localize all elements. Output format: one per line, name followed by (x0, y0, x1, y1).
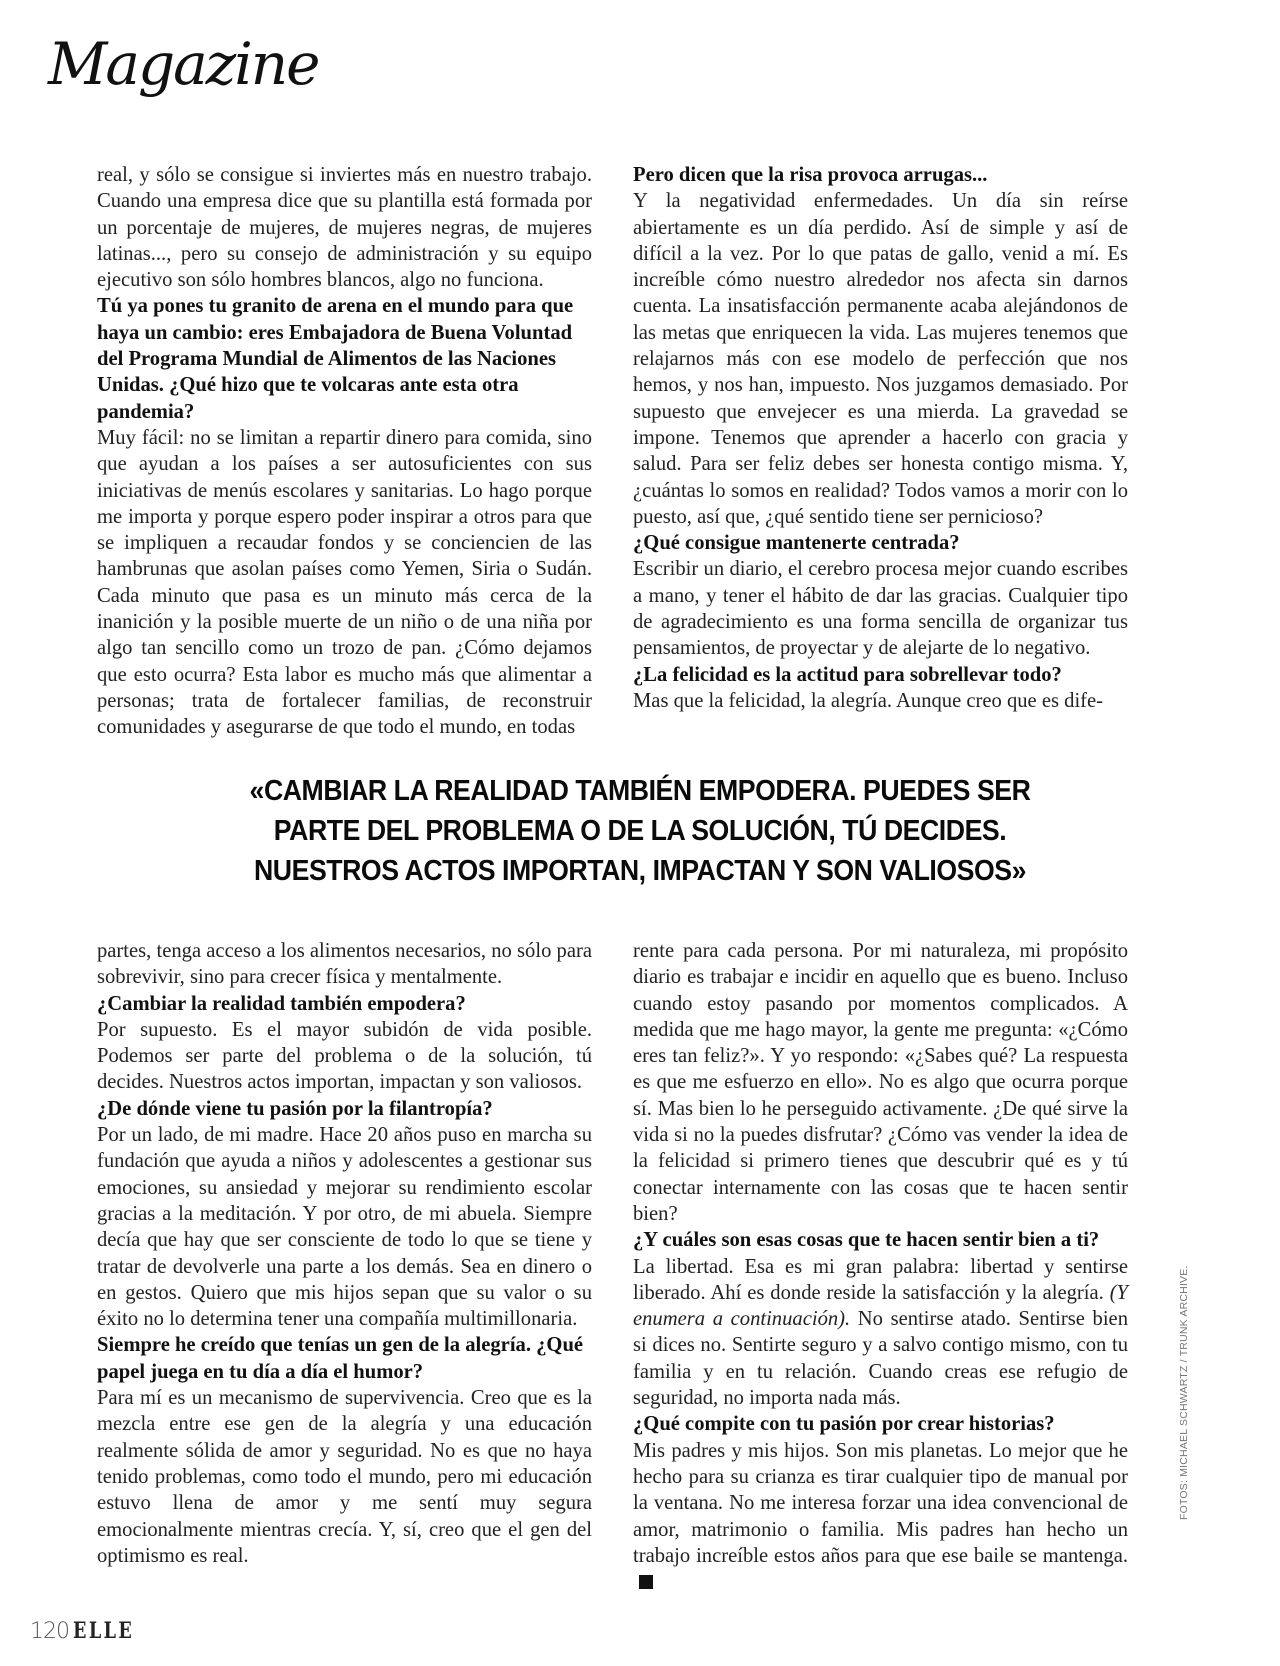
interview-answer (633, 188, 1128, 530)
article-column-4 (633, 938, 1128, 1595)
paragraph-text: Por supuesto. Es el mayor subidón de vida posible. Podemos ser parte del problema o de la solución, tú decides. Nuestros actos importan, impactan y son valiosos. (97, 1018, 592, 1094)
pull-quote-line: NUESTROS ACTOS IMPORTAN, IMPACTAN Y SON VALIOSOS» (253, 855, 1027, 887)
italic-aside: (Y enumera a continuación). (633, 1281, 1128, 1331)
interview-question (97, 293, 592, 424)
interview-answer (97, 1385, 592, 1569)
paragraph-text: Y la negatividad enfermedades. Un día sin reírse abiertamente es un día perdido. Así de simple y así de difícil a la vez. Por lo que patas de gallo, venid a mí. Es increíble cómo nuestro alrededor nos afecta sin darnos cuenta. La insatisfacción permanente acaba alejándonos de las metas que enriquecen la vida. Las mujeres tenemos que relajarnos más con ese modelo de perfección que nos hemos, y nos han, impuesto. Nos juzgamos demasiado. Por supuesto que envejecer es una mierda. La gravedad se impone. Tenemos que aprender a hacerlo con gracia y salud. Para ser feliz debes ser honesta contigo misma. Y, ¿cuántas lo somos en realidad? Todos vamos a morir con lo puesto, así que, ¿qué sentido tiene ser pernicioso? (633, 190, 1128, 528)
interview-answer (633, 1254, 1128, 1412)
magazine-logo: ELLE (73, 1618, 135, 1644)
paragraph-text: ¿Qué consigue mantenerte centrada? (633, 532, 960, 555)
interview-question (633, 1411, 1128, 1437)
pull-quote-line: «CAMBIAR LA REALIDAD TAMBIÉN EMPODERA. PUEDES SER (249, 775, 1031, 807)
photo-credit: FOTOS: MICHAEL SCHWARTZ / TRUNK ARCHIVE. (1178, 1265, 1190, 1520)
article-column-2 (633, 162, 1128, 714)
interview-answer (633, 1438, 1128, 1596)
paragraph-text: rente para cada persona. Por mi naturaleza, mi propósito diario es trabajar e incidir en aquello que es bueno. Incluso cuando estoy pasando por momentos complicados. A medida que me hago mayor, la gente me pregunta: «¿Cómo eres tan feliz?». Y yo respondo: «¿Sabes qué? La respuesta es que me esfuerzo en ello». No es algo que ocurra porque sí. Mas bien lo he perseguido activamente. ¿De qué sirve la vida si no la puedes disfrutar? ¿Cómo vas vender la idea de la felicidad si primero tienes que descubrir qué es y tú conectar internamente con las cosas que te hacen sentir bien? (633, 940, 1128, 1225)
interview-answer (633, 688, 1128, 714)
interview-answer (633, 556, 1128, 661)
paragraph-text: Muy fácil: no se limitan a repartir dinero para comida, sino que ayudan a los países a ser autosuficientes con sus iniciativas de menús escolares y sanitarias. Lo hago porque me importa y porque espero poder inspirar a otros para que se impliquen a recaudar fondos y se conciencien de las hambrunas que asolan países como Yemen, Siria o Sudán. Cada minuto que pasa es un minuto más cerca de la inanición y la posible muerte de un niño o de una niña por algo tan sencillo como un trozo de pan. ¿Cómo dejamos que esto ocurra? Esta labor es mucho más que alimentar a personas; trata de fortalecer familias, de reconstruir comunidades y asegurarse de que todo el mundo, en todas (97, 426, 592, 739)
paragraph-text: Mis padres y mis hijos. Son mis planetas. Lo mejor que he hecho para su crianza es tirar cualquier tipo de manual por la ventana. No me interesa forzar una idea convencional de amor, matrimonio o familia. Mis padres han hecho un trabajo increíble estos años para que ese baile se mantenga. (633, 1439, 1128, 1567)
interview-answer (633, 938, 1128, 1227)
paragraph-text: ¿Cambiar la realidad también empodera? (97, 992, 466, 1015)
section-title: Magazine (48, 30, 319, 98)
page-number: 120 (30, 1619, 69, 1644)
pull-quote (134, 771, 1146, 891)
page-footer (30, 1618, 149, 1644)
paragraph-text: real, y sólo se consigue si inviertes más en nuestro trabajo. Cuando una empresa dice que su plantilla está formada por un porcentaje de mujeres, de mujeres negras, de mujeres latinas..., pero su consejo de administración y su equipo ejecutivo son sólo hombres blancos, algo no funciona. (97, 164, 592, 292)
interview-question (633, 162, 1128, 188)
paragraph-text: La libertad. Esa es mi gran palabra: libertad y sentirse liberado. Ahí es donde reside la satisfacción y la alegría. (633, 1255, 1128, 1304)
interview-answer (97, 1122, 592, 1332)
interview-answer (97, 425, 592, 741)
end-of-article-icon (639, 1575, 653, 1589)
interview-question (97, 1096, 592, 1122)
paragraph-text: partes, tenga acceso a los alimentos necesarios, no sólo para sobrevivir, sino para crecer física y mentalmente. (97, 940, 592, 989)
interview-question (97, 1332, 592, 1385)
interview-answer (97, 1017, 592, 1096)
article-column-3 (97, 938, 592, 1569)
interview-question (633, 662, 1128, 688)
interview-question (633, 1227, 1128, 1253)
paragraph-text: Escribir un diario, el cerebro procesa mejor cuando escribes a mano, y tener el hábito de dar las gracias. Cualquier tipo de agradecimiento es una forma sencilla de organizar tus pensamientos, de proyectar y de alejarte de lo negativo. (633, 558, 1128, 660)
paragraph-text: ¿La felicidad es la actitud para sobrellevar todo? (633, 663, 1062, 686)
pull-quote-line: PARTE DEL PROBLEMA O DE LA SOLUCIÓN, TÚ DECIDES. (273, 815, 1007, 847)
paragraph-text: ¿De dónde viene tu pasión por la filantropía? (97, 1097, 493, 1120)
paragraph-text: ¿Y cuáles son esas cosas que te hacen sentir bien a ti? (633, 1229, 1100, 1252)
paragraph-text: Siempre he creído que tenías un gen de la alegría. ¿Qué papel juega en tu día a día el humor? (97, 1334, 584, 1383)
interview-question (97, 991, 592, 1017)
paragraph-text: Por un lado, de mi madre. Hace 20 años puso en marcha su fundación que ayuda a niños y adolescentes a gestionar sus emociones, su ansiedad y mejorar su rendimiento escolar gracias a la meditación. Y por otro, de mi abuela. Siempre decía que hay que ser consciente de todo lo que se tiene y tratar de devolverle una parte a los demás. Sea en dinero o en gestos. Quiero que mis hijos sepan que su valor o su éxito no lo determina tener una compañía multimillonaria. (97, 1124, 592, 1331)
interview-answer (97, 938, 592, 991)
paragraph-text: ¿Qué compite con tu pasión por crear historias? (633, 1413, 1055, 1436)
paragraph-text: Tú ya pones tu granito de arena en el mundo para que haya un cambio: eres Embajadora de Buena Voluntad del Programa Mundial de Alimentos de las Naciones Unidas. ¿Qué hizo que te volcaras ante esta otra pandemia? (97, 295, 574, 423)
article-column-1 (97, 162, 592, 741)
paragraph-text: Para mí es un mecanismo de supervivencia. Creo que es la mezcla entre ese gen de la alegría y una educación realmente sólida de amor y seguridad. No es que no haya tenido problemas, como todo el mundo, pero mi educación estuvo llena de amor y me sentí muy segura emocionalmente mientras crecía. Y, sí, creo que el gen del optimismo es real. (97, 1387, 592, 1567)
paragraph-text: No sentirse atado. Sentirse bien si dices no. Sentirte seguro y a salvo contigo mismo, con tu familia y en tu relación. Cuando creas ese refugio de seguridad, no importa nada más. (633, 1308, 1128, 1410)
paragraph-text: Pero dicen que la risa provoca arrugas... (633, 164, 988, 186)
paragraph-text: Mas que la felicidad, la alegría. Aunque creo que es dife- (633, 689, 1104, 712)
interview-answer (97, 162, 592, 293)
interview-question (633, 530, 1128, 556)
